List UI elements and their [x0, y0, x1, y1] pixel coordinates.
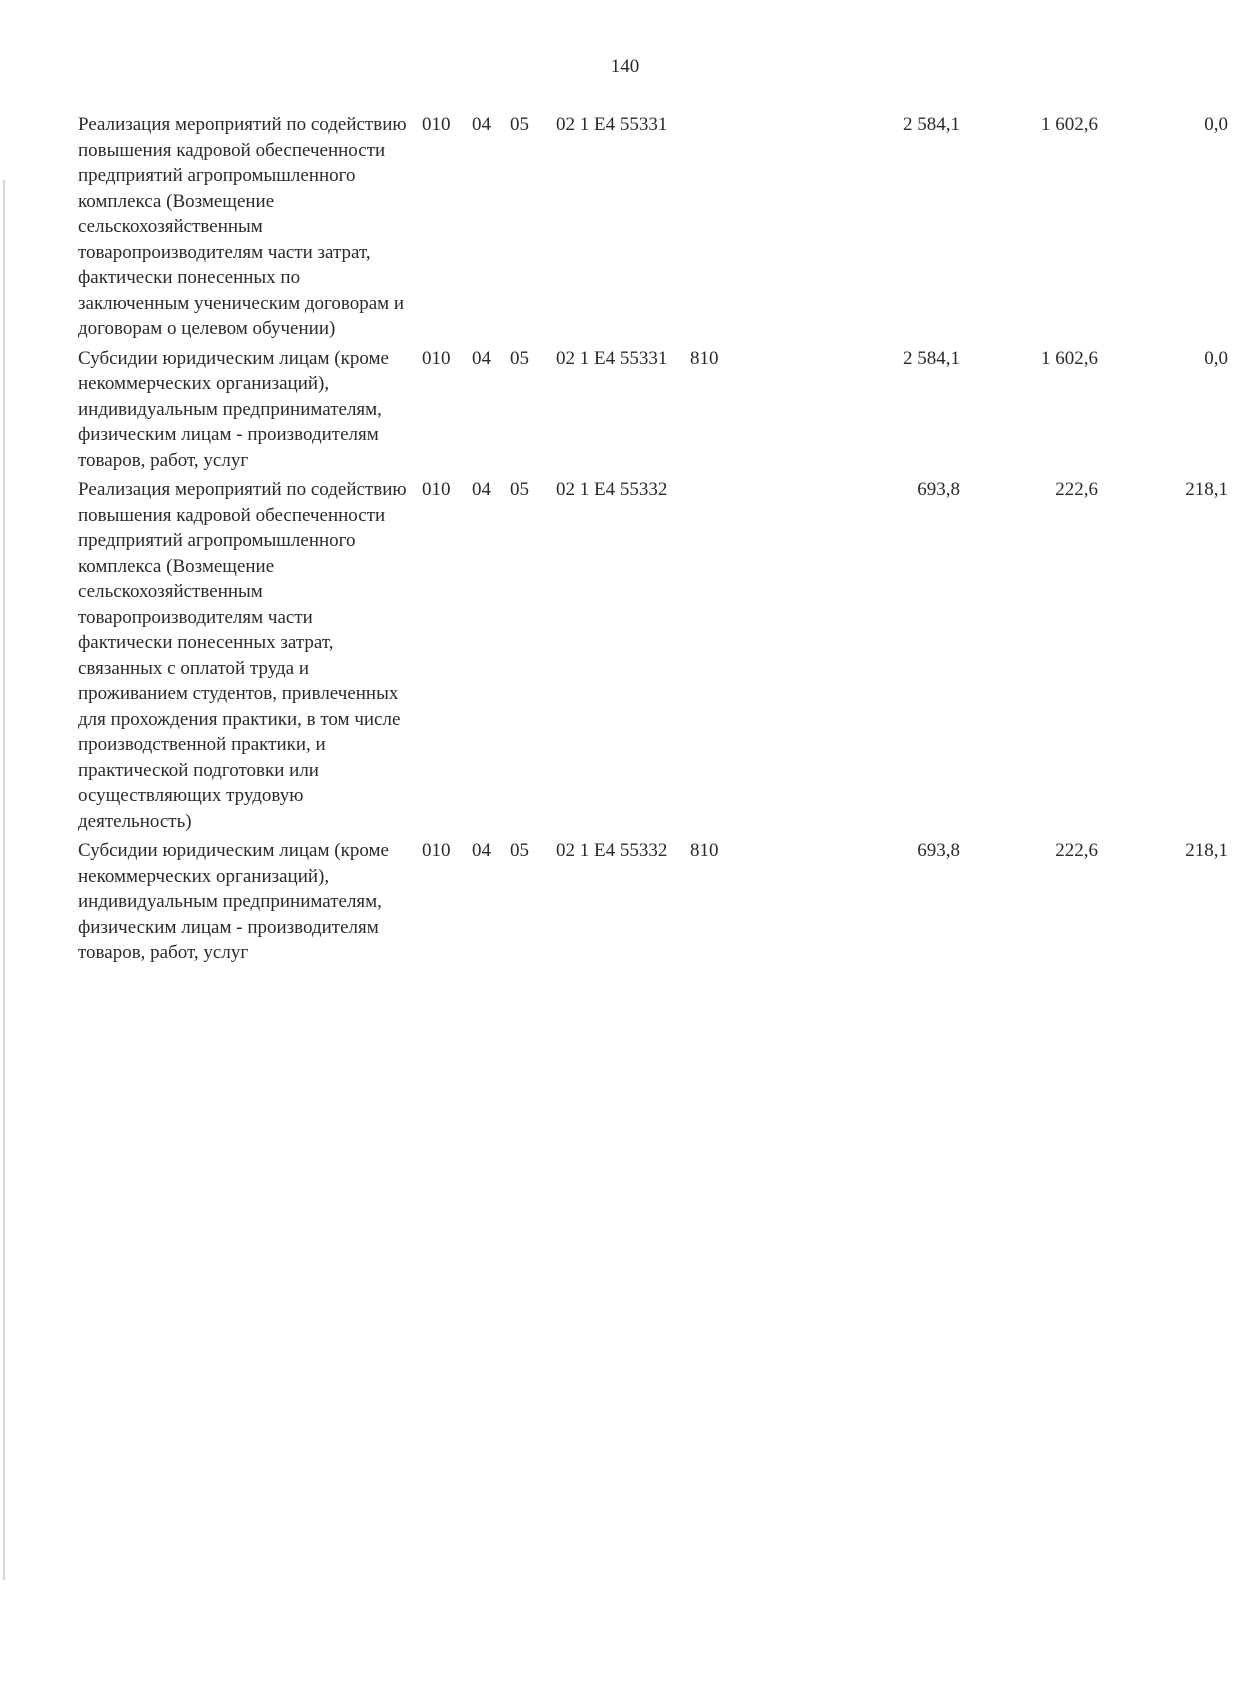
amount-year-1: 2 584,1	[903, 114, 960, 135]
subsection-code: 05	[510, 114, 529, 135]
subsection-code: 05	[510, 840, 529, 861]
table-row	[78, 112, 1228, 342]
amount-year-2: 222,6	[1055, 840, 1098, 861]
amount-year-3: 218,1	[1185, 479, 1228, 500]
target-article: 02 1 E4 55331	[556, 114, 668, 135]
amount-year-1: 693,8	[917, 479, 960, 500]
expense-type: 810	[690, 347, 719, 369]
section-code: 04	[472, 347, 491, 369]
amount-year-1: 2 584,1	[903, 347, 960, 369]
subsection-code: 05	[510, 479, 529, 500]
page-number: 140	[610, 56, 640, 77]
table-row	[78, 346, 1228, 474]
amount-year-3: 0,0	[1204, 347, 1228, 369]
scan-edge-line	[3, 180, 5, 1580]
table-row	[78, 477, 1228, 834]
amount-year-3: 0,0	[1204, 114, 1228, 135]
row-description: Реализация мероприятий по содействию повышения кадровой обеспеченности предприятий агропромышленного комплекса (Возмещение сельскохозяйственным товаропроизводителям части затрат, фактически понесенных по заключенным ученическим договорам и договорам о целевом обучении)	[78, 114, 407, 339]
gov-code: 010	[422, 347, 451, 369]
section-code: 04	[472, 479, 491, 500]
gov-code: 010	[422, 840, 451, 861]
row-description: Реализация мероприятий по содействию повышения кадровой обеспеченности предприятий агропромышленного комплекса (Возмещение сельскохозяйственным товаропроизводителям части фактически понесенных затрат, связанных с оплатой труда и проживанием студентов, привлеченных для прохождения практики, в том числе производственной практики, и практической подготовки или осуществляющих трудовую деятельность)	[78, 479, 407, 832]
amount-year-2: 222,6	[1055, 479, 1098, 500]
budget-table	[78, 112, 1228, 966]
amount-year-2: 1 602,6	[1041, 347, 1098, 369]
row-description: Субсидии юридическим лицам (кроме некоммерческих организаций), индивидуальным предпринимателям, физическим лицам - производителям товаров, работ, услуг	[78, 347, 389, 471]
target-article: 02 1 E4 55332	[556, 840, 668, 861]
table-row	[78, 838, 1228, 966]
section-code: 04	[472, 114, 491, 135]
row-description: Субсидии юридическим лицам (кроме некоммерческих организаций), индивидуальным предпринимателям, физическим лицам - производителям товаров, работ, услуг	[78, 840, 389, 963]
amount-year-1: 693,8	[917, 840, 960, 861]
gov-code: 010	[422, 479, 451, 500]
expense-type: 810	[690, 840, 719, 861]
gov-code: 010	[422, 114, 451, 135]
section-code: 04	[472, 840, 491, 861]
subsection-code: 05	[510, 347, 529, 369]
target-article: 02 1 E4 55331	[556, 347, 668, 369]
target-article: 02 1 E4 55332	[556, 479, 668, 500]
amount-year-3: 218,1	[1185, 840, 1228, 861]
amount-year-2: 1 602,6	[1041, 114, 1098, 135]
